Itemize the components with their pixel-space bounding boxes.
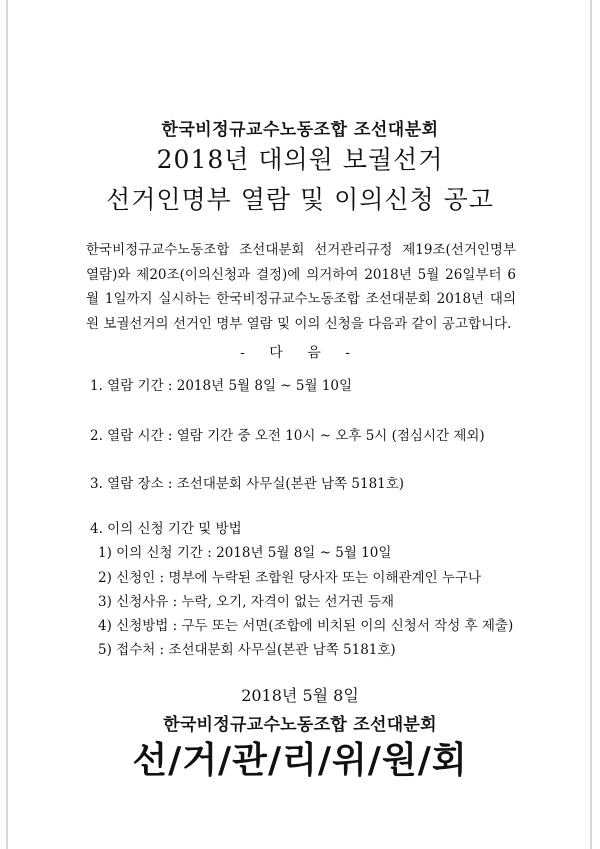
sub-item-reception: 5) 접수처 : 조선대분회 사무실(본관 남쪽 5181호) — [98, 642, 396, 658]
item-viewing-location: 3. 열람 장소 : 조선대분회 사무실(본관 남쪽 5181호) — [90, 476, 405, 492]
item-viewing-period: 1. 열람 기간 : 2018년 5월 8일 ~ 5월 10일 — [90, 378, 353, 394]
item-objection-heading: 4. 이의 신청 기간 및 방법 — [90, 521, 242, 537]
section-separator: - 다 음 - — [240, 345, 360, 361]
sub-item-objection-period: 1) 이의 신청 기간 : 2018년 5월 8일 ~ 5월 10일 — [98, 545, 392, 561]
notice-body-paragraph: 한국비정규교수노동조합 조선대분회 선거관리규정 제19조(선거인명부 열람)와 제20조(이의신청과 결정)에 의거하여 2018년 5월 26일부터 6월 1일까지 실시하는 한국비정규교수노동조합 조선대분회 2018년 대의원 보궐선거의 선거인 명부 열람 및 이의 신청을 다음과 같이 공고합니다. — [86, 242, 516, 332]
notice-title-line2: 선거인명부 열람 및 이의신청 공고 — [106, 185, 494, 214]
sub-item-applicant: 2) 신청인 : 명부에 누락된 조합원 당사자 또는 이해관계인 누구나 — [98, 570, 482, 586]
sub-item-reason: 3) 신청사유 : 누락, 오기, 자격이 없는 선거권 등재 — [98, 594, 395, 610]
organization-header: 한국비정규교수노동조합 조선대분회 — [161, 120, 439, 140]
sub-item-method: 4) 신청방법 : 구두 또는 서면(조합에 비치된 이의 신청서 작성 후 제출) — [98, 618, 514, 634]
notice-title-line1: 2018년 대의원 보궐선거 — [156, 145, 444, 174]
notice-date: 2018년 5월 8일 — [241, 686, 359, 705]
election-committee-signature: 선/거/관/리/위/원/회 — [132, 740, 468, 781]
footer-organization: 한국비정규교수노동조합 조선대분회 — [163, 715, 437, 735]
item-viewing-hours: 2. 열람 시간 : 열람 기간 중 오전 10시 ~ 오후 5시 (점심시간 제외) — [90, 428, 485, 444]
